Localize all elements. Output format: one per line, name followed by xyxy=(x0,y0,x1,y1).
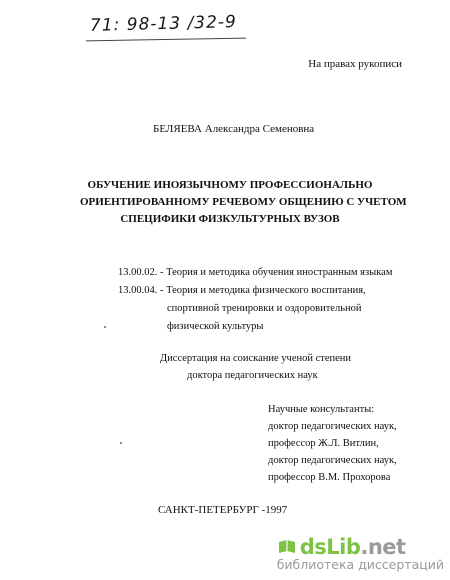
specialty-line: спортивной тренировки и оздоровительной xyxy=(167,303,362,314)
consultants-heading: Научные консультанты: xyxy=(268,404,375,415)
handwritten-underline xyxy=(86,38,246,42)
consultant-line: профессор Ж.Л. Витлин, xyxy=(268,438,379,449)
author-name: БЕЛЯЕВА Александра Семеновна xyxy=(153,123,315,135)
scan-speck xyxy=(120,442,122,444)
consultants-block xyxy=(268,401,397,486)
consultant-line: доктор педагогических наук, xyxy=(268,421,397,432)
watermark-subtitle: библиотека диссертаций xyxy=(276,557,444,572)
degree-line: Диссертация на соискание ученой степени xyxy=(160,353,352,364)
handwritten-archive-number: 71: 98-13 /32-9 xyxy=(89,12,238,36)
dissertation-degree xyxy=(160,350,351,384)
consultant-line: профессор В.М. Прохорова xyxy=(268,472,391,483)
watermark xyxy=(277,535,444,572)
scan-speck xyxy=(104,326,106,328)
place-year: САНКТ-ПЕТЕРБУРГ -1997 xyxy=(158,504,288,516)
book-icon xyxy=(277,537,297,557)
title-line: СПЕЦИФИКИ ФИЗКУЛЬТУРНЫХ ВУЗОВ xyxy=(120,213,340,225)
title-line: ОРИЕНТИРОВАННОМУ РЕЧЕВОМУ ОБЩЕНИЮ С УЧЕТОМ xyxy=(80,196,407,208)
watermark-name: dsLib.net xyxy=(299,535,406,559)
specialty-line: 13.00.04. - Теория и методика физического воспитания, xyxy=(118,285,366,296)
specialty-line: физической культуры xyxy=(167,321,264,332)
dissertation-title xyxy=(80,177,407,228)
manuscript-rights-label: На правах рукописи xyxy=(308,58,402,70)
consultant-line: доктор педагогических наук, xyxy=(268,455,397,466)
degree-line: доктора педагогических наук xyxy=(187,370,318,381)
specialty-line: 13.00.02. - Теория и методика обучения иностранным языкам xyxy=(118,267,393,278)
title-line: ОБУЧЕНИЕ ИНОЯЗЫЧНОМУ ПРОФЕССИОНАЛЬНО xyxy=(87,179,373,191)
